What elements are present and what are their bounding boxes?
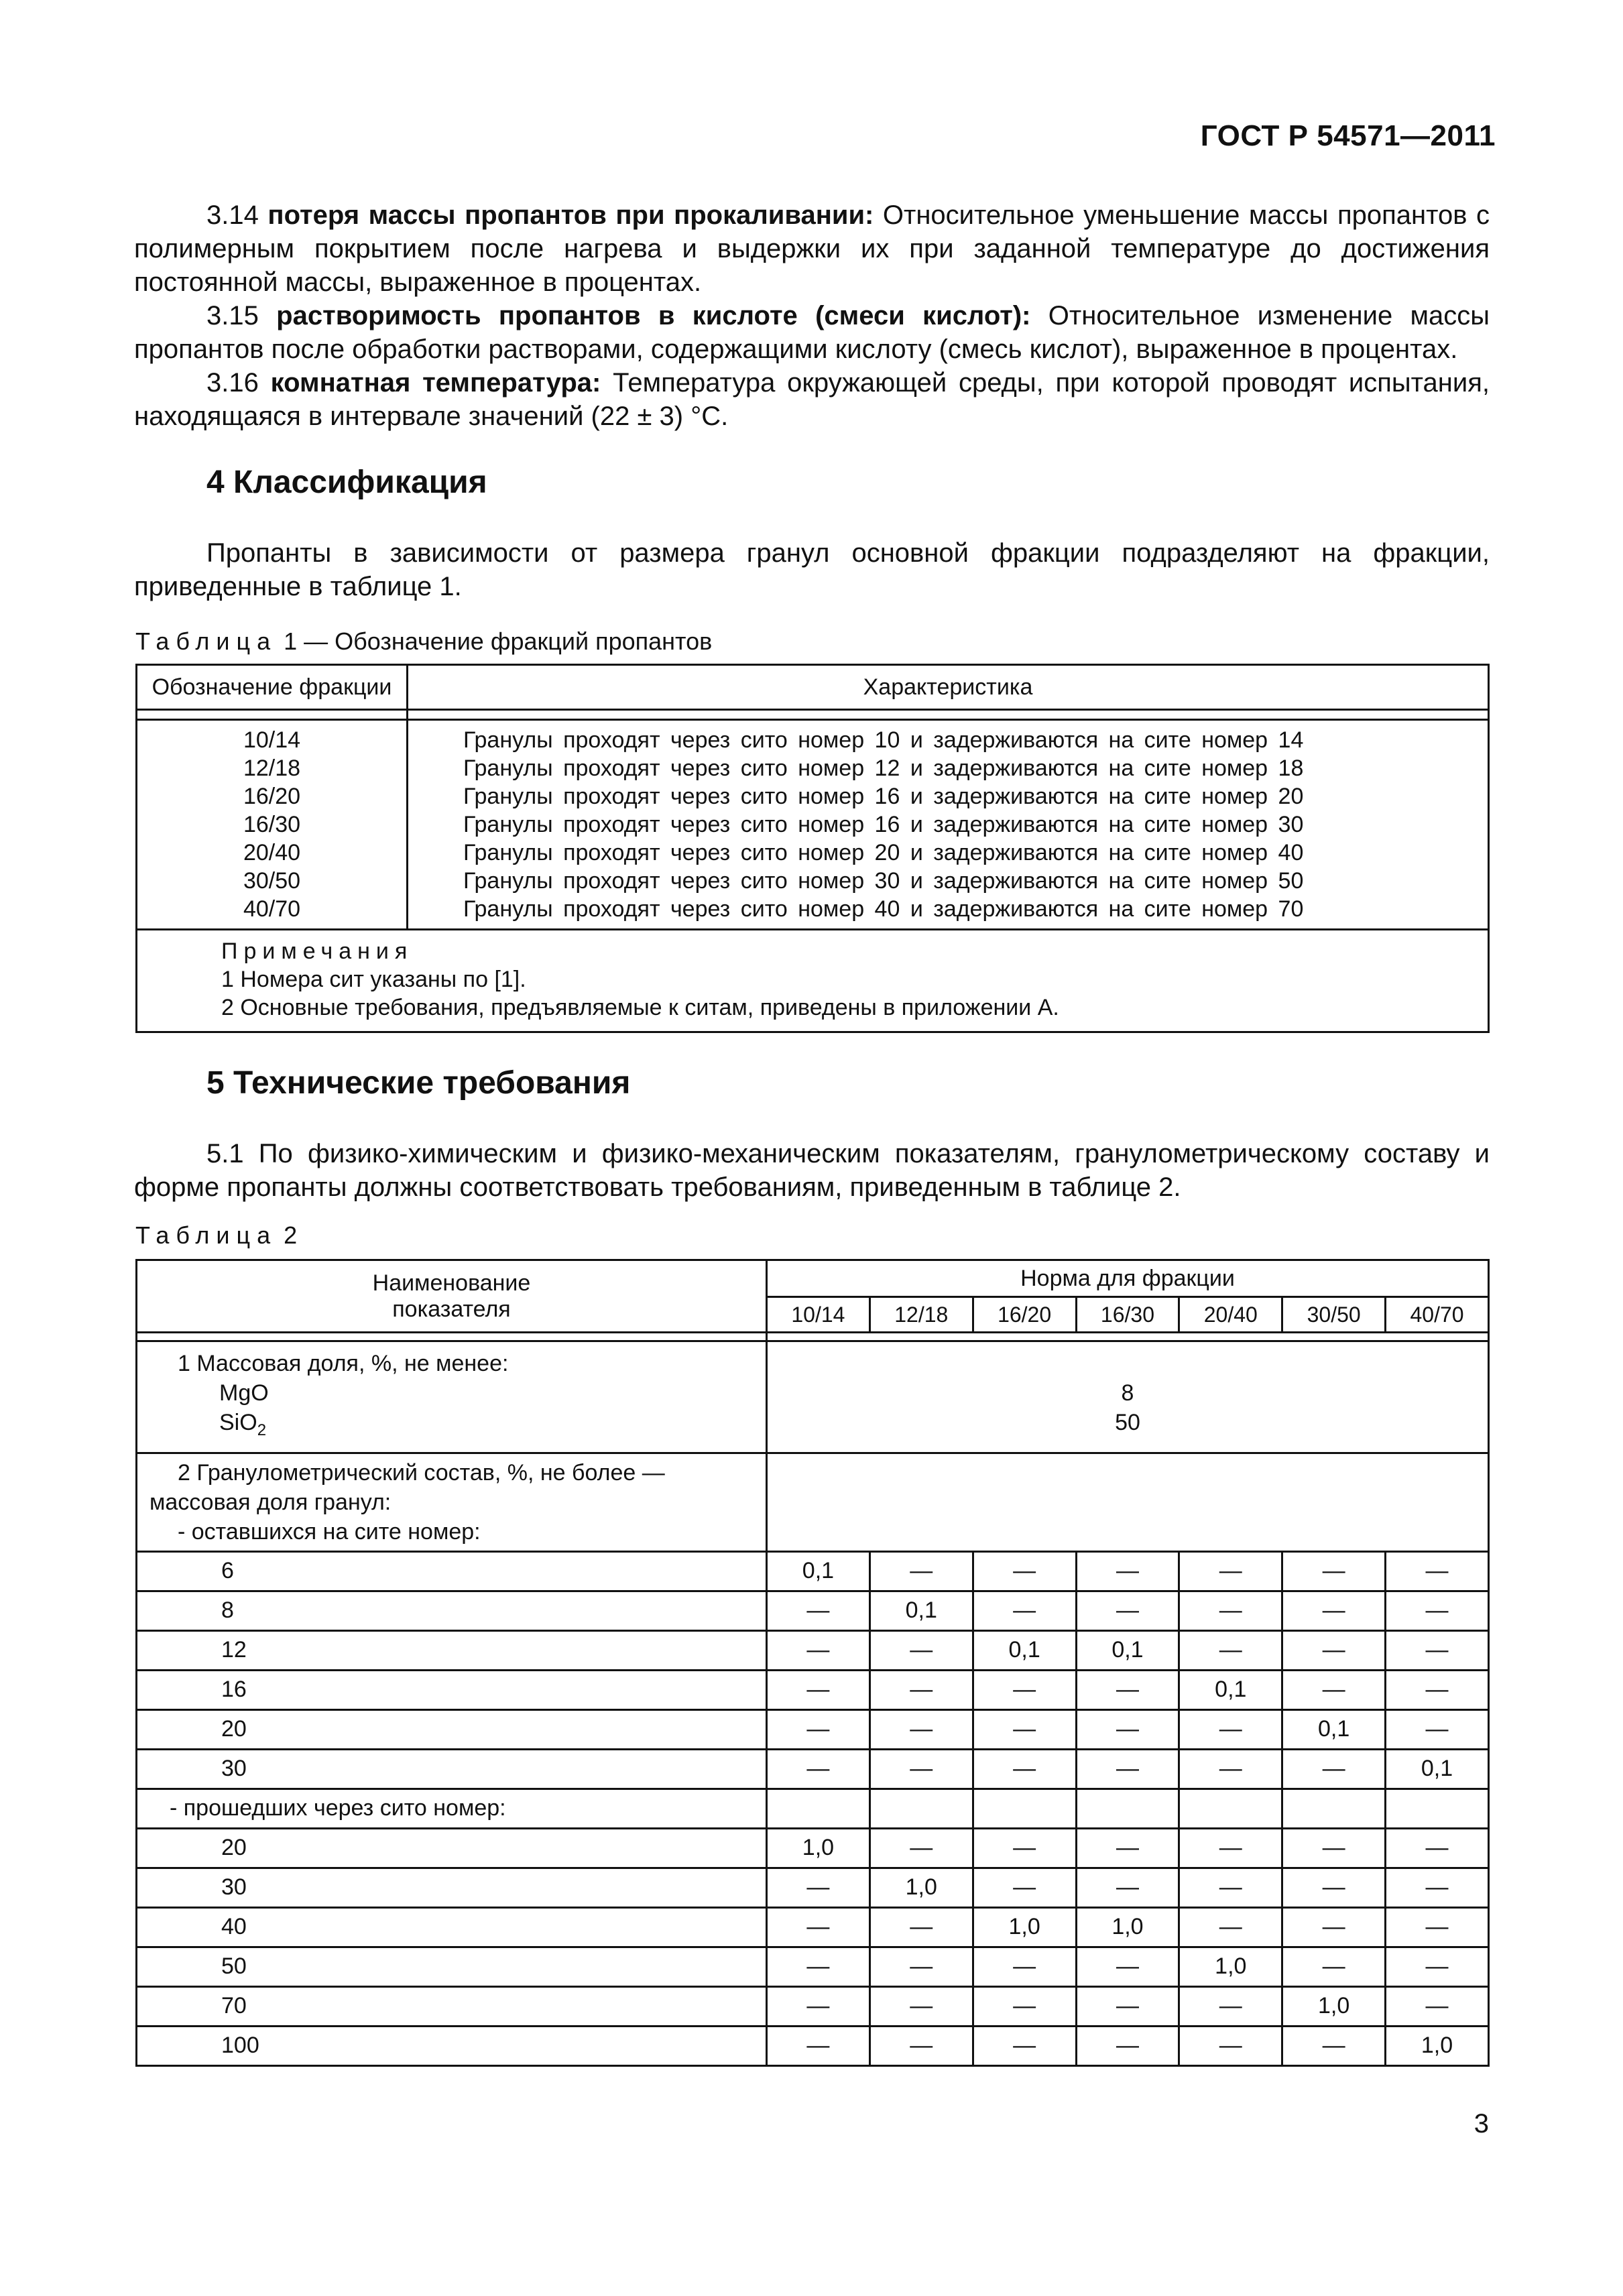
- definition-3-15: [134, 299, 1490, 366]
- fraction-header-cell: 30/50: [1282, 1297, 1386, 1333]
- norm-value-cell: —: [1282, 1868, 1386, 1907]
- definition-number: 3.14: [206, 200, 259, 230]
- norm-value-cell: —: [767, 1670, 870, 1709]
- group-subtitle: - оставшихся на сите номер:: [178, 1518, 481, 1545]
- fraction-header-cell: 16/20: [973, 1297, 1076, 1333]
- norm-value-cell: —: [1282, 1907, 1386, 1947]
- norm-value-cell: —: [1386, 1907, 1489, 1947]
- fraction-header-cell: 16/30: [1076, 1297, 1179, 1333]
- header-cell-designation: Обозначение фракции: [137, 665, 408, 710]
- fraction-code: 16/30: [243, 812, 301, 837]
- norm-value-cell: —: [1282, 2026, 1386, 2065]
- norm-value-cell: —: [1076, 1947, 1179, 1986]
- norm-value-cell: 1,0: [767, 1828, 870, 1868]
- norm-value-cell: 1,0: [1179, 1947, 1282, 1986]
- fraction-code: 12/18: [243, 756, 301, 781]
- note-item: 1 Номера сит указаны по [1].: [221, 967, 526, 992]
- group-title: 1 Массовая доля, %, не менее:: [178, 1351, 509, 1376]
- norm-value-cell: 1,0: [1282, 1986, 1386, 2026]
- sio2-base: SiO: [219, 1410, 257, 1435]
- fraction-description: Гранулы проходят через сито номер 12 и задерживаются на сите номер 18: [463, 756, 1304, 781]
- fraction-description: Гранулы проходят через сито номер 16 и задерживаются на сите номер 30: [463, 812, 1304, 837]
- group-subtitle: массовая доля гранул:: [149, 1489, 392, 1515]
- norm-value-cell: —: [767, 1986, 870, 2026]
- definition-text: Относительное уменьшение массы пропантов с полимерным покрытием после нагрева и выдержки их при заданной температуре до достижения постоянной массы, выраженное в процентах.: [134, 200, 1490, 297]
- norm-value-cell: —: [973, 1868, 1076, 1907]
- norm-value-cell: —: [869, 1749, 973, 1789]
- fraction-header-cell: 10/14: [767, 1297, 870, 1333]
- group-1-row: [137, 1341, 1489, 1453]
- table-2-caption: [135, 1221, 297, 1250]
- sieve-number: 16: [137, 1670, 767, 1709]
- norm-value-cell: —: [869, 2026, 973, 2065]
- fraction-header-cell: 40/70: [1386, 1297, 1489, 1333]
- table-header-row: [137, 1260, 1489, 1297]
- norm-value-cell: —: [1386, 1868, 1489, 1907]
- norm-value-cell: —: [1282, 1670, 1386, 1709]
- header-cell-indicator: [137, 1260, 767, 1333]
- norm-value-cell: —: [1179, 1749, 1282, 1789]
- norm-value-cell: —: [1179, 2026, 1282, 2065]
- sieve-number: 50: [137, 1947, 767, 1986]
- definition-term: растворимость пропантов в кислоте (смеси кислот):: [276, 301, 1031, 330]
- norm-value-cell: —: [869, 1551, 973, 1591]
- norm-value-cell: —: [1179, 1868, 1282, 1907]
- definition-number: 3.16: [206, 368, 259, 398]
- norm-value-cell: —: [767, 1868, 870, 1907]
- mgo-label: MgO: [219, 1380, 269, 1406]
- norm-value-cell: 0,1: [1386, 1749, 1489, 1789]
- table-2: [135, 1259, 1490, 2067]
- sio2-value: 50: [1115, 1410, 1140, 1435]
- norm-value-cell: —: [1282, 1591, 1386, 1630]
- norm-value-cell: —: [1076, 1749, 1179, 1789]
- norm-value-cell: —: [1179, 1907, 1282, 1947]
- header-cell-norm: Норма для фракции: [767, 1260, 1489, 1297]
- norm-value-cell: 1,0: [1076, 1907, 1179, 1947]
- section-5-text: 5.1 По физико-химическим и физико-механическим показателям, гранулометрическому составу и форме пропанты должны соответствовать требованиям, приведенным в таблице 2.: [134, 1139, 1490, 1202]
- norm-value-cell: —: [1282, 1828, 1386, 1868]
- norm-value-cell: —: [1386, 1709, 1489, 1749]
- definition-term: комнатная температура:: [270, 368, 601, 398]
- norm-value-cell: —: [869, 1986, 973, 2026]
- norm-value-cell: —: [869, 1907, 973, 1947]
- fraction-description: Гранулы проходят через сито номер 20 и задерживаются на сите номер 40: [463, 840, 1304, 865]
- norm-value-cell: —: [767, 1907, 870, 1947]
- sieve-number: 6: [137, 1551, 767, 1591]
- norm-value-cell: —: [1076, 1986, 1179, 2026]
- norm-value-cell: —: [973, 1828, 1076, 1868]
- sio2-label: [178, 1408, 766, 1445]
- norm-value-cell: —: [1386, 1986, 1489, 2026]
- passed-rows: [137, 1828, 1489, 2065]
- section-4-text: Пропанты в зависимости от размера гранул основной фракции подразделяют на фракции, приведенные в таблице 1.: [134, 538, 1490, 601]
- sieve-number: 8: [137, 1591, 767, 1630]
- section-4-heading: 4 Классификация: [206, 465, 487, 500]
- caption-label: Таблица: [135, 1221, 278, 1249]
- norm-value-cell: —: [1076, 1551, 1179, 1591]
- norm-value-cell: —: [1386, 1630, 1489, 1670]
- norm-value-cell: 1,0: [869, 1868, 973, 1907]
- definition-3-16: [134, 366, 1490, 433]
- norm-value-cell: —: [973, 1670, 1076, 1709]
- norm-value-cell: —: [973, 1986, 1076, 2026]
- notes-title: Примечания: [221, 939, 414, 964]
- group-2-values: [767, 1453, 1489, 1551]
- fraction-description: Гранулы проходят через сито номер 16 и задерживаются на сите номер 20: [463, 784, 1304, 809]
- sieve-number: 70: [137, 1986, 767, 2026]
- norm-value-cell: —: [1282, 1947, 1386, 1986]
- norm-value-cell: 1,0: [1386, 2026, 1489, 2065]
- header-separator: [137, 1333, 1489, 1341]
- group-1-label: [137, 1341, 767, 1453]
- passed-subheader-row: [137, 1789, 1489, 1828]
- definition-3-14: [134, 198, 1490, 299]
- header-line: Наименование: [372, 1270, 531, 1296]
- norm-value-cell: —: [869, 1828, 973, 1868]
- norm-value-cell: —: [1076, 1591, 1179, 1630]
- sieve-number: 12: [137, 1630, 767, 1670]
- norm-value-cell: —: [869, 1709, 973, 1749]
- table-row: [137, 1709, 1489, 1749]
- norm-value-cell: —: [1386, 1591, 1489, 1630]
- norm-value-cell: 0,1: [767, 1551, 870, 1591]
- fraction-code: 20/40: [243, 840, 301, 865]
- norm-value-cell: —: [869, 1670, 973, 1709]
- norm-value-cell: —: [1179, 1828, 1282, 1868]
- norm-value-cell: —: [973, 1947, 1076, 1986]
- fraction-description: Гранулы проходят через сито номер 40 и задерживаются на сите номер 70: [463, 896, 1304, 922]
- norm-value-cell: —: [973, 1591, 1076, 1630]
- sieve-number: 40: [137, 1907, 767, 1947]
- norm-value-cell: —: [1076, 1828, 1179, 1868]
- group-1-values: [767, 1341, 1489, 1453]
- header-cell-characteristic: Характеристика: [408, 665, 1489, 710]
- caption-label: Таблица: [135, 627, 278, 655]
- norm-value-cell: —: [1076, 1670, 1179, 1709]
- norm-value-cell: —: [1386, 1670, 1489, 1709]
- norm-value-cell: —: [973, 2026, 1076, 2065]
- norm-value-cell: —: [1076, 2026, 1179, 2065]
- norm-value-cell: —: [1282, 1749, 1386, 1789]
- header-separator: [137, 710, 1489, 720]
- definition-text: Относительное изменение массы пропантов после обработки растворами, содержащими кислоту (смесь кислот), выраженное в процентах.: [134, 301, 1490, 364]
- norm-value-cell: —: [1386, 1828, 1489, 1868]
- sieve-number: 30: [137, 1868, 767, 1907]
- fraction-description: Гранулы проходят через сито номер 10 и задерживаются на сите номер 14: [463, 727, 1304, 753]
- norm-value-cell: —: [767, 1591, 870, 1630]
- norm-value-cell: —: [1386, 1947, 1489, 1986]
- header-line: показателя: [392, 1296, 511, 1322]
- norm-value-cell: —: [1179, 1709, 1282, 1749]
- norm-value-cell: 0,1: [1282, 1709, 1386, 1749]
- fraction-code: 40/70: [243, 896, 301, 922]
- norm-value-cell: —: [767, 1947, 870, 1986]
- table-row: [137, 2026, 1489, 2065]
- characteristics-cell: [408, 720, 1489, 930]
- mgo-value: 8: [1121, 1380, 1134, 1406]
- definition-number: 3.15: [206, 301, 259, 330]
- norm-value-cell: 0,1: [1179, 1670, 1282, 1709]
- table-row: [137, 1986, 1489, 2026]
- document-header: ГОСТ Р 54571—2011: [1200, 119, 1496, 152]
- norm-value-cell: —: [869, 1630, 973, 1670]
- fraction-header-cell: 12/18: [869, 1297, 973, 1333]
- norm-value-cell: —: [973, 1709, 1076, 1749]
- sieve-number: 20: [137, 1828, 767, 1868]
- sieve-number: 20: [137, 1709, 767, 1749]
- norm-value-cell: —: [767, 1749, 870, 1789]
- norm-value-cell: —: [869, 1947, 973, 1986]
- definition-term: потеря массы пропантов при прокаливании:: [267, 200, 874, 230]
- page-number: 3: [1474, 2109, 1489, 2138]
- table-row: [137, 1828, 1489, 1868]
- norm-value-cell: —: [1282, 1551, 1386, 1591]
- norm-value-cell: —: [767, 2026, 870, 2065]
- table-body-row: [137, 720, 1489, 930]
- table-row: [137, 1749, 1489, 1789]
- norm-value-cell: —: [1076, 1709, 1179, 1749]
- sieve-number: 100: [137, 2026, 767, 2065]
- norm-value-cell: —: [767, 1709, 870, 1749]
- table-row: [137, 1591, 1489, 1630]
- norm-value-cell: —: [1282, 1630, 1386, 1670]
- norm-value-cell: 0,1: [973, 1630, 1076, 1670]
- table-row: [137, 1868, 1489, 1907]
- note-item: 2 Основные требования, предъявляемые к ситам, приведены в приложении А.: [221, 995, 1059, 1020]
- table-1: [135, 664, 1490, 1033]
- sieve-number: 30: [137, 1749, 767, 1789]
- sio2-subscript: 2: [257, 1421, 267, 1439]
- section-4-paragraph: [134, 536, 1490, 603]
- norm-value-cell: —: [1179, 1551, 1282, 1591]
- norm-value-cell: —: [767, 1630, 870, 1670]
- norm-value-cell: 1,0: [973, 1907, 1076, 1947]
- table-row: [137, 1907, 1489, 1947]
- norm-value-cell: —: [1179, 1986, 1282, 2026]
- fraction-code: 10/14: [243, 727, 301, 753]
- section-5-paragraph: [134, 1137, 1490, 1204]
- caption-text: 2: [277, 1221, 298, 1249]
- norm-value-cell: —: [1179, 1630, 1282, 1670]
- notes-cell: [137, 930, 1489, 1032]
- norm-value-cell: —: [973, 1551, 1076, 1591]
- group-title: 2 Гранулометрический состав, %, не более —: [178, 1459, 665, 1486]
- table-1-caption: [135, 627, 712, 656]
- fraction-description: Гранулы проходят через сито номер 30 и задерживаются на сите номер 50: [463, 868, 1304, 894]
- table-notes-row: [137, 930, 1489, 1032]
- section-5-heading: 5 Технические требования: [206, 1065, 631, 1101]
- norm-value-cell: 0,1: [1076, 1630, 1179, 1670]
- fraction-header-cell: 20/40: [1179, 1297, 1282, 1333]
- table-row: [137, 1551, 1489, 1591]
- group-2-label: [137, 1453, 767, 1551]
- table-header-row: [137, 665, 1489, 710]
- table-row: [137, 1670, 1489, 1709]
- group-2-row: [137, 1453, 1489, 1551]
- table-row: [137, 1630, 1489, 1670]
- definitions-block: [134, 198, 1490, 433]
- fraction-codes-cell: [137, 720, 408, 930]
- norm-value-cell: 0,1: [869, 1591, 973, 1630]
- norm-value-cell: —: [973, 1749, 1076, 1789]
- fraction-code: 30/50: [243, 868, 301, 894]
- norm-value-cell: —: [1386, 1551, 1489, 1591]
- caption-text: 1 — Обозначение фракций пропантов: [277, 627, 713, 655]
- table-row: [137, 1947, 1489, 1986]
- retained-rows: [137, 1551, 1489, 1789]
- norm-value-cell: —: [1076, 1868, 1179, 1907]
- fraction-code: 16/20: [243, 784, 301, 809]
- norm-value-cell: —: [1179, 1591, 1282, 1630]
- passed-subheader: - прошедших через сито номер:: [137, 1789, 767, 1828]
- definition-text: Температура окружающей среды, при которой проводят испытания, находящаяся в интервале значений (22 ± 3) °С.: [134, 368, 1490, 431]
